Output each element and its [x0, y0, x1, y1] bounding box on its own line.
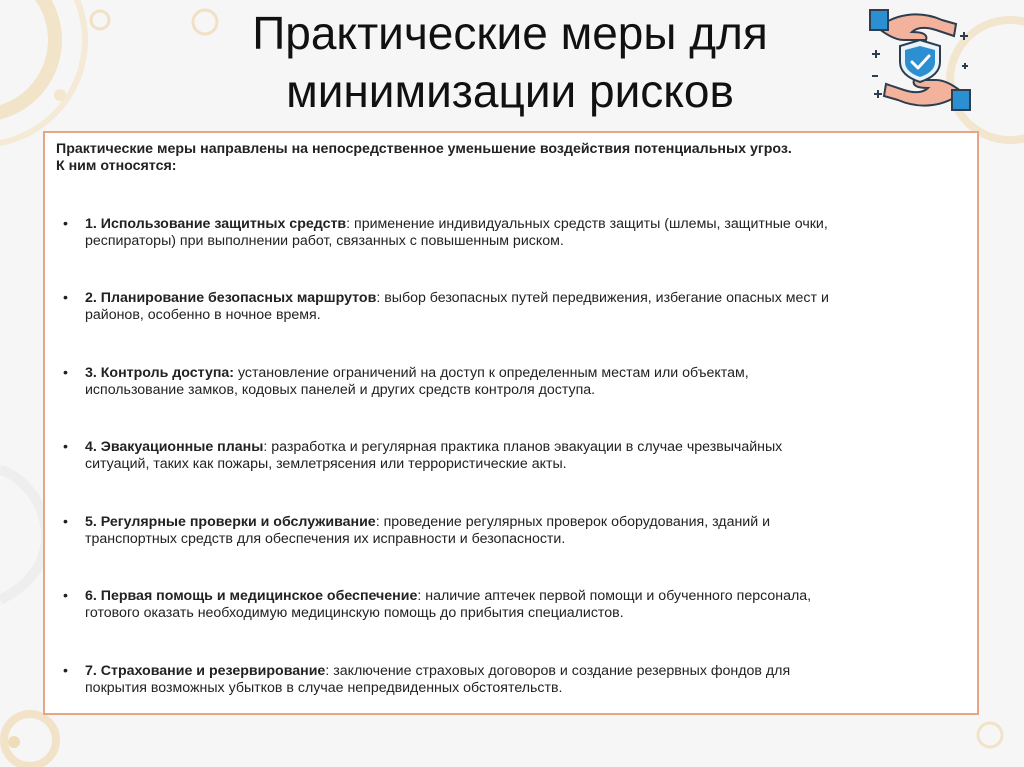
bullet: •: [63, 365, 68, 381]
protected-shield-hands-icon: [864, 6, 976, 114]
item-text-continued: ситуаций, таких как пожары, землетрясения или террористические акты.: [85, 456, 567, 472]
slide-title-line-2: минимизации рисков: [286, 65, 734, 117]
item-text-continued: районов, особенно в ночное время.: [85, 307, 321, 323]
list-item: [56, 290, 963, 324]
item-text: : разработка и регулярная практика планов эвакуации в случае чрезвычайных: [263, 439, 783, 455]
bullet: •: [63, 439, 68, 455]
item-text-continued: покрытия возможных убытков в случае непредвиденных обстоятельств.: [85, 680, 563, 696]
item-term: 6. Первая помощь и медицинское обеспечение: [85, 588, 418, 604]
item-text: установление ограничений на доступ к определенным местам или объектам,: [234, 365, 749, 381]
item-text: : выбор безопасных путей передвижения, избегание опасных мест и: [376, 290, 829, 306]
item-text-continued: готового оказать необходимую медицинскую помощь до прибытия специалистов.: [85, 605, 624, 621]
bullet: •: [63, 216, 68, 232]
measures-panel: [43, 131, 979, 715]
item-text: : заключение страховых договоров и создание резервных фондов для: [325, 663, 791, 679]
intro-line-1: Практические меры направлены на непосредственное уменьшение воздействия потенциальных угроз.: [56, 141, 792, 157]
list-item: [56, 588, 963, 622]
item-text: : наличие аптечек первой помощи и обученного персонала,: [417, 588, 812, 604]
list-item: [56, 365, 963, 399]
bullet: •: [63, 290, 68, 306]
list-item: [56, 663, 963, 697]
slide-title: [150, 4, 870, 120]
measures-list: [56, 216, 963, 697]
list-item: [56, 216, 963, 250]
item-term: 5. Регулярные проверки и обслуживание: [85, 514, 376, 530]
intro-line-2: К ним относятся:: [56, 158, 177, 174]
item-text-continued: респираторы) при выполнении работ, связанных с повышенным риском.: [85, 233, 564, 249]
item-text: : применение индивидуальных средств защиты (шлемы, защитные очки,: [346, 216, 828, 232]
bullet: •: [63, 588, 68, 604]
item-text: : проведение регулярных проверок оборудования, зданий и: [375, 514, 771, 530]
item-term: 4. Эвакуационные планы: [85, 439, 264, 455]
item-term: 7. Страхование и резервирование: [85, 663, 326, 679]
item-text-continued: использование замков, кодовых панелей и других средств контроля доступа.: [85, 382, 596, 398]
list-item: [56, 439, 963, 473]
item-text-continued: транспортных средств для обеспечения их исправности и безопасности.: [85, 531, 566, 547]
bullet: •: [63, 514, 68, 530]
slide-title-line-1: Практические меры для: [252, 7, 768, 59]
list-item: [56, 514, 963, 548]
item-term: 2. Планирование безопасных маршрутов: [85, 290, 377, 306]
bullet: •: [63, 663, 68, 679]
item-term: 1. Использование защитных средств: [85, 216, 347, 232]
intro-text: [56, 141, 963, 175]
item-term: 3. Контроль доступа:: [85, 365, 235, 381]
